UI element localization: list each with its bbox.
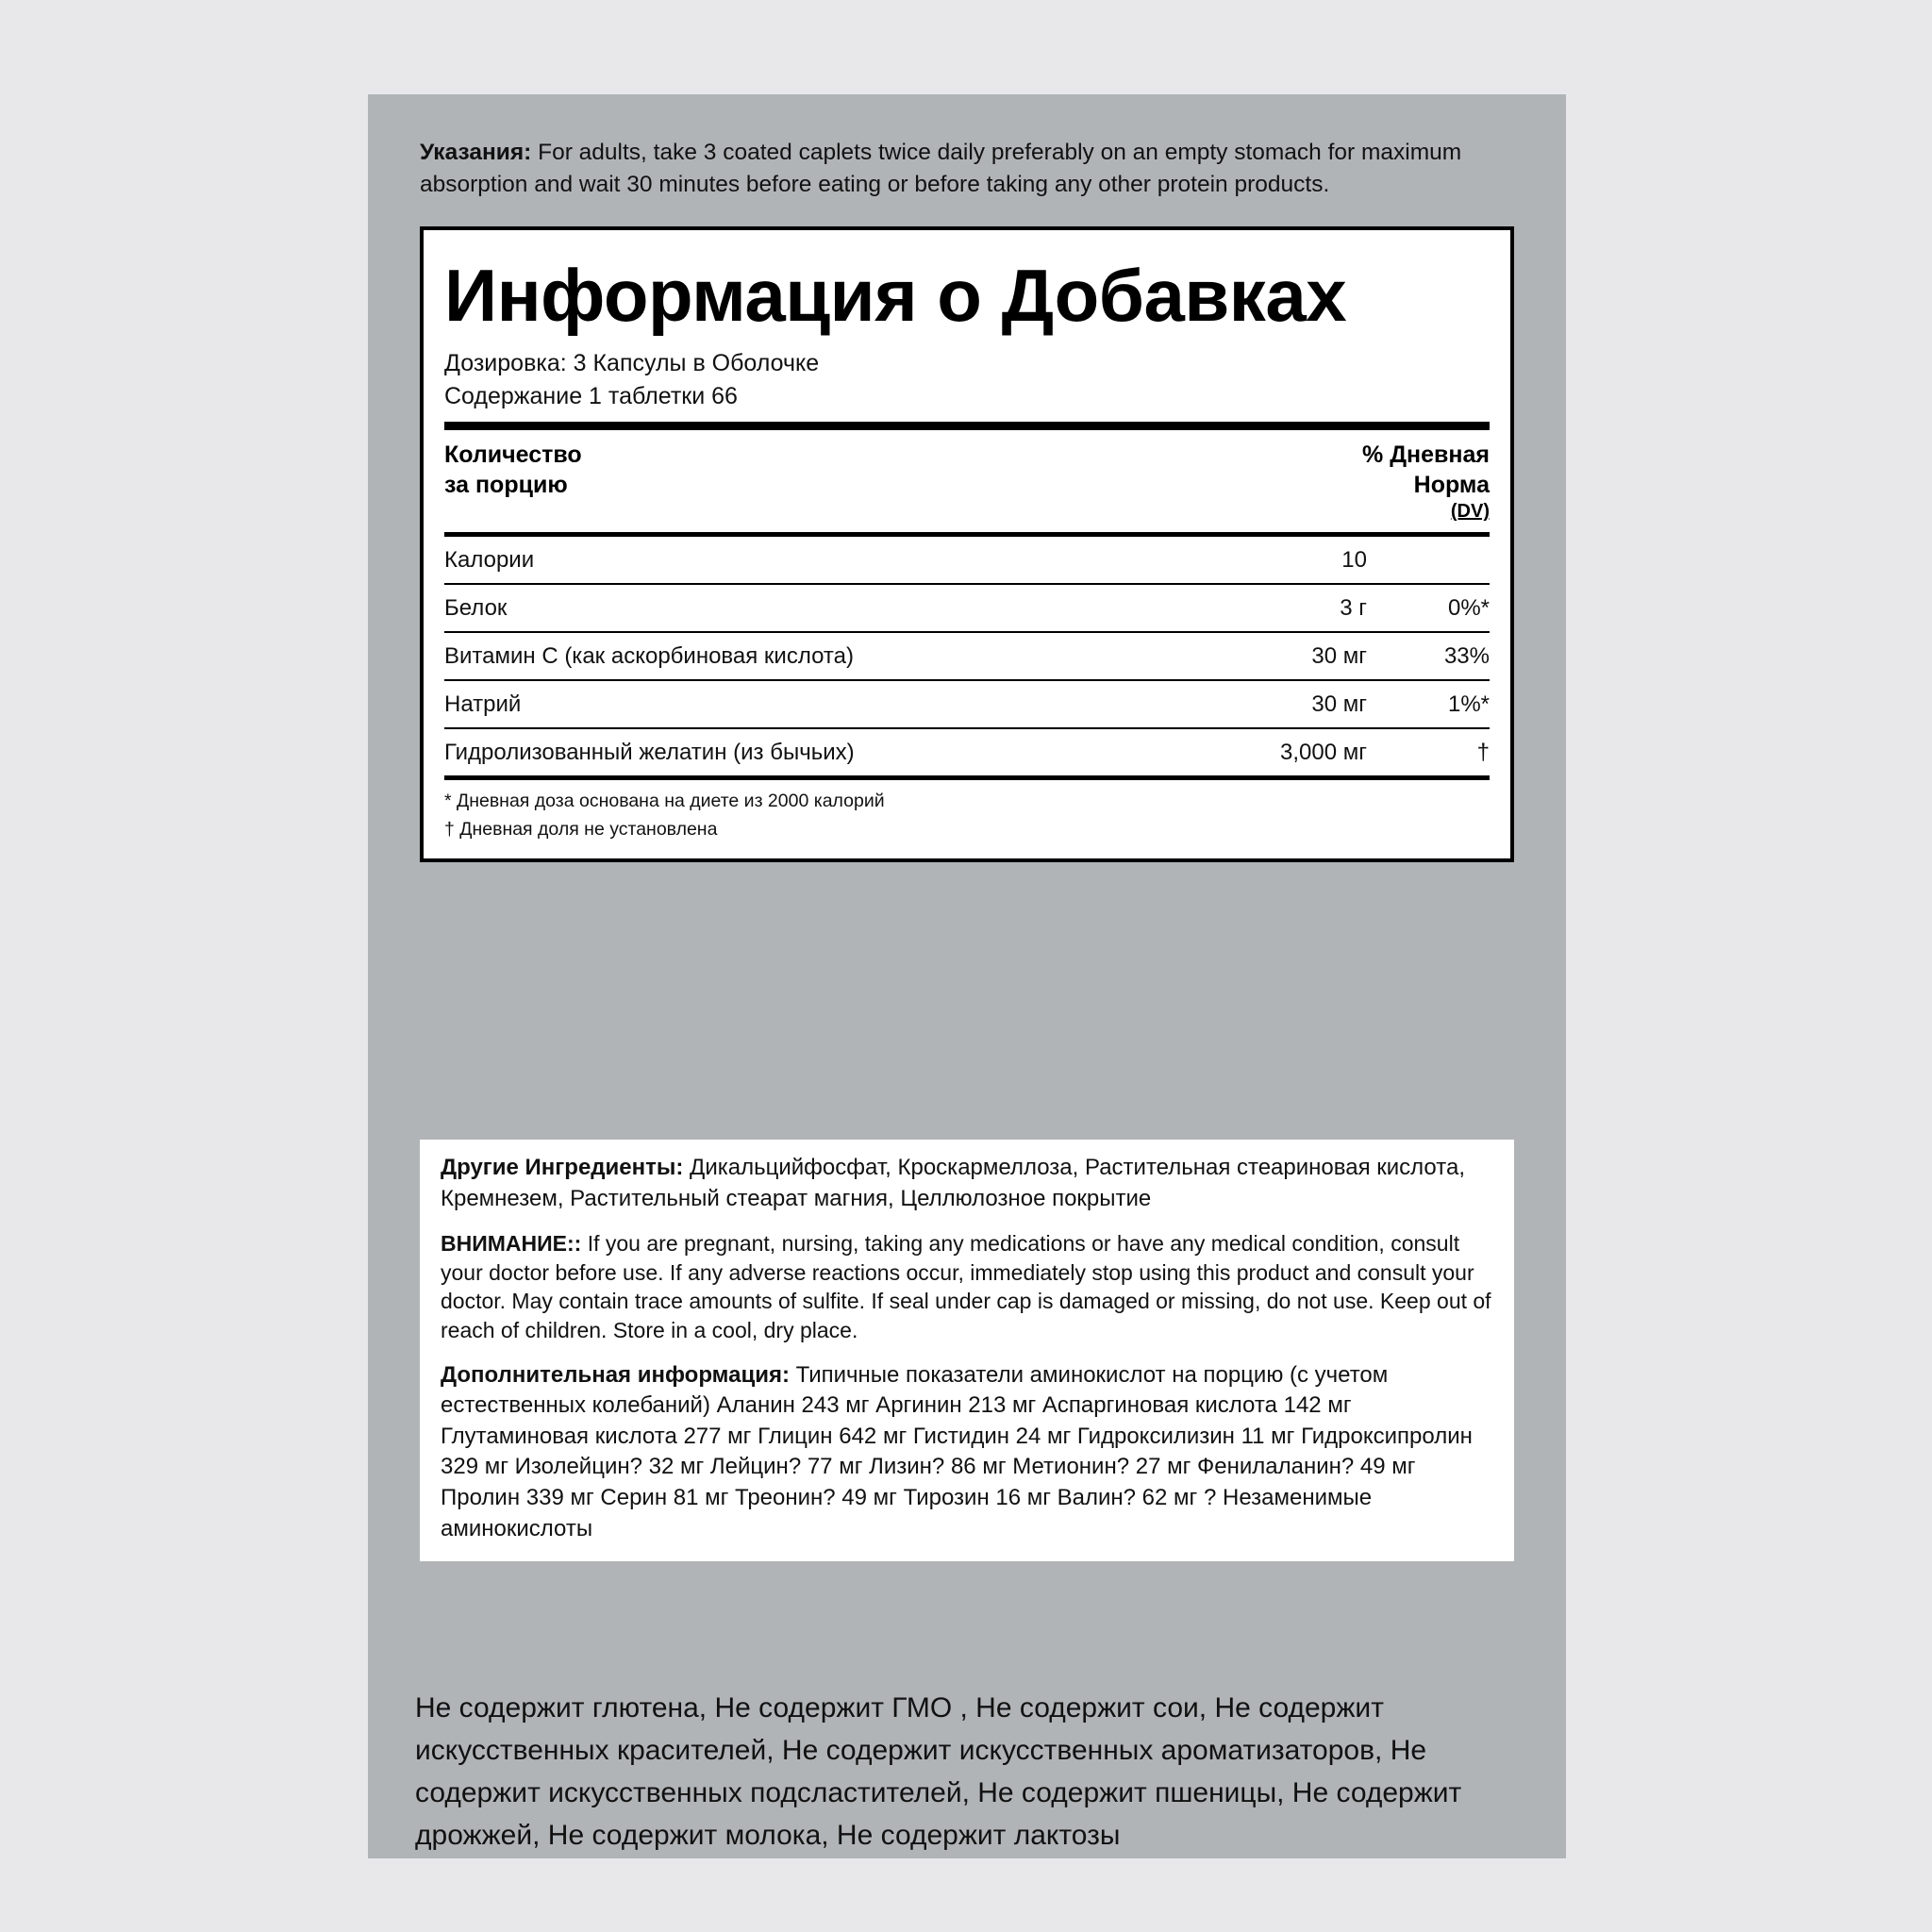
additional-info-paragraph bbox=[441, 1360, 1493, 1545]
footnote-daily-value: * Дневная доза основана на диете из 2000 калорий bbox=[444, 790, 885, 811]
nutrient-amount: 3 г bbox=[1340, 594, 1367, 621]
supplement-label-panel bbox=[368, 94, 1566, 1858]
table-row bbox=[444, 681, 1490, 727]
nutrient-amount: 30 мг bbox=[1311, 691, 1367, 717]
product-claims: Не содержит глютена, Не содержит ГМО , Не содержит сои, Не содержит искусственных красителей, Не содержит искусственных ароматизаторов, Не содержит искусственных подсластителей, Не содержит пшеницы, Не содержит дрожжей, Не содержит молока, Не содержит лактозы bbox=[415, 1692, 1462, 1851]
nutrient-name: Натрий bbox=[444, 691, 522, 717]
table-row bbox=[444, 729, 1490, 775]
nutrient-amount: 10 bbox=[1341, 546, 1367, 573]
supplement-facts-box bbox=[420, 226, 1514, 862]
amount-header-line2: за порцию bbox=[444, 472, 568, 499]
nutrient-dv: 1%* bbox=[1447, 691, 1490, 717]
nutrient-amount: 3,000 мг bbox=[1280, 739, 1367, 765]
daily-value-header bbox=[1362, 440, 1490, 525]
nutrient-dv: 0%* bbox=[1447, 594, 1490, 621]
nutrient-dv: 33% bbox=[1443, 642, 1490, 669]
warning-text: If you are pregnant, nursing, taking any medications or have any medical condition, consult your doctor before use. If any adverse reactions occur, immediately stop using this product and consult your doctor. May contain trace amounts of sulfite. If seal under cap is damaged or missing, do not use. Keep out of reach of children. Store in a cool, dry place. bbox=[441, 1231, 1491, 1342]
dv-header-line3: (DV) bbox=[1450, 501, 1490, 523]
additional-info-text: Типичные показатели аминокислот на порцию (с учетом естественных колебаний) Аланин 243 мг Аргинин 213 мг Аспаргиновая кислота 142 мг Глутаминовая кислота 277 мг Глицин 642 мг Гистидин 24 мг Гидроксилизин 11 мг Гидроксипролин 329 мг Изолейцин? 32 мг Лейцин? 77 мг Лизин? 86 мг Метионин? 27 мг Фенилаланин? 49 мг Пролин 339 мг Серин 81 мг Треонин? 49 мг Тирозин 16 мг Валин? 62 мг ? Незаменимые аминокислоты bbox=[441, 1361, 1473, 1541]
nutrient-name: Витамин C (как аскорбиновая кислота) bbox=[444, 642, 854, 669]
nutrient-name: Гидролизованный желатин (из бычьих) bbox=[444, 739, 855, 765]
nutrient-name: Калории bbox=[444, 546, 535, 573]
directions-text: For adults, take 3 coated caplets twice daily preferably on an empty stomach for maximum absorption and wait 30 minutes before eating or before taking any other protein products. bbox=[420, 140, 1462, 197]
amount-per-serving-header bbox=[444, 430, 1490, 532]
warning-paragraph bbox=[441, 1229, 1493, 1344]
supplement-facts-title: Информация о Добавках bbox=[444, 254, 1347, 337]
other-ingredients-label: Другие Ингредиенты: bbox=[441, 1155, 684, 1180]
other-ingredients-text: Дикальцийфосфат, Кроскармеллоза, Растительная стеариновая кислота, Кремнезем, Растительный стеарат магния, Целлюлозное покрытие bbox=[441, 1155, 1465, 1211]
nutrient-name: Белок bbox=[444, 594, 508, 621]
servings-per-container: Содержание 1 таблетки 66 bbox=[444, 383, 738, 410]
directions-label: Указания: bbox=[420, 140, 532, 165]
warning-label: ВНИМАНИЕ:: bbox=[441, 1231, 582, 1257]
dv-header-line2: Норма bbox=[1413, 472, 1490, 499]
nutrient-amount: 30 мг bbox=[1311, 642, 1367, 669]
other-ingredients-paragraph bbox=[441, 1153, 1493, 1214]
dv-header-line1: % Дневная bbox=[1362, 441, 1490, 469]
amount-header bbox=[444, 440, 582, 500]
label-text-block bbox=[420, 1140, 1514, 1561]
table-row bbox=[444, 633, 1490, 679]
serving-size: Дозировка: 3 Капсулы в Оболочке bbox=[444, 350, 820, 377]
nutrient-dv: † bbox=[1476, 739, 1490, 765]
additional-info-label: Дополнительная информация: bbox=[441, 1361, 790, 1388]
directions-paragraph bbox=[420, 137, 1519, 201]
footnote-dagger: † Дневная доля не установлена bbox=[444, 818, 718, 840]
footnotes bbox=[444, 780, 1490, 841]
table-row bbox=[444, 585, 1490, 631]
amount-header-line1: Количество bbox=[444, 441, 582, 469]
table-row bbox=[444, 537, 1490, 583]
divider-thick bbox=[444, 422, 1490, 430]
